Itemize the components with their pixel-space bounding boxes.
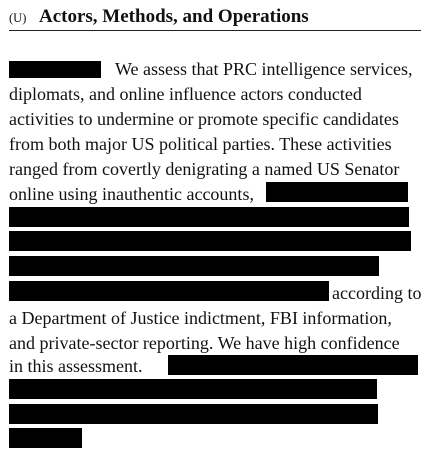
paragraph-line-4: from both major US political parties. These activities — [9, 134, 392, 154]
paragraph-line-7: according to — [332, 283, 422, 303]
redaction-block — [9, 61, 101, 78]
section-heading — [9, 4, 421, 31]
paragraph-line-3: activities to undermine or promote specific candidates — [9, 109, 399, 129]
paragraph-line-6: online using inauthentic accounts, — [9, 184, 254, 204]
redaction-block — [9, 256, 379, 276]
classification-marking: (U) — [9, 11, 27, 25]
paragraph-line-5: ranged from covertly denigrating a named US Senator — [9, 159, 400, 179]
paragraph-line-8: a Department of Justice indictment, FBI information, — [9, 308, 392, 328]
redaction-block — [9, 231, 411, 251]
paragraph-line-2: diplomats, and online influence actors conducted — [9, 84, 362, 104]
redaction-block — [9, 207, 409, 227]
paragraph-line-10: in this assessment. — [9, 356, 143, 376]
paragraph-line-9: and private-sector reporting. We have high confidence — [9, 333, 400, 353]
redaction-block — [9, 428, 82, 448]
redaction-block — [168, 355, 418, 375]
redaction-block — [266, 182, 408, 202]
redaction-block — [9, 404, 378, 424]
redaction-block — [9, 281, 329, 301]
paragraph-line-1: We assess that PRC intelligence services, — [115, 59, 413, 79]
section-title: Actors, Methods, and Operations — [39, 6, 309, 27]
redaction-block — [9, 379, 377, 399]
